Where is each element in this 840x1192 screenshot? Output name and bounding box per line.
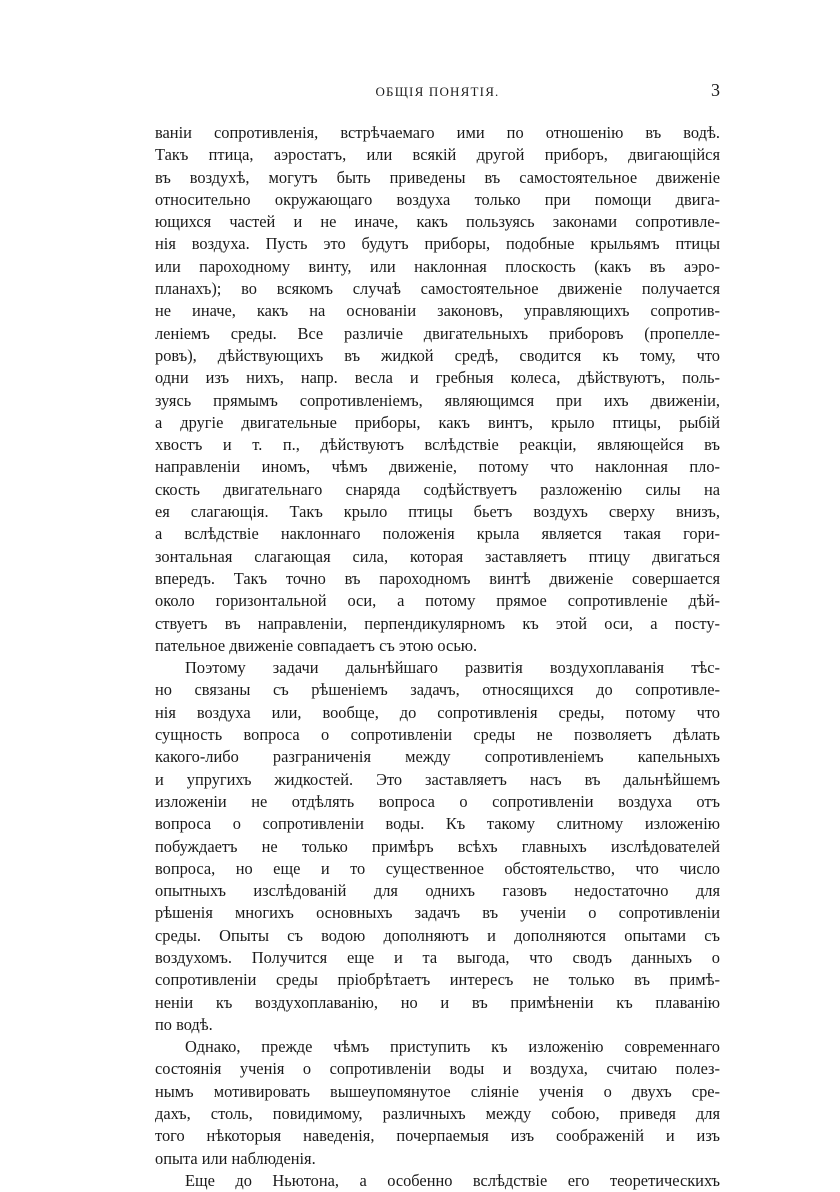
text-line: рѣшенія многихъ основныхъ задачъ въ ученіи о сопротивленіи xyxy=(155,903,720,923)
text-line: ея слагающія. Такъ крыло птицы бьетъ воздухъ сверху внизъ, xyxy=(155,502,720,522)
text-line: скость двигательнаго снаряда содѣйствуетъ разложенію силы на xyxy=(155,479,720,499)
text-line: одни изъ нихъ, напр. весла и гребныя колеса, дѣйствуютъ, поль- xyxy=(155,368,720,388)
text-line: Еще до Ньютона, а особенно вслѣдствіе его теоретическихъ xyxy=(185,1170,720,1190)
text-line: состоянія ученія о сопротивленіи воды и воздуха, считаю полез- xyxy=(155,1059,720,1079)
text-line: направленіи иномъ, чѣмъ движеніе, потому что наклонная пло- xyxy=(155,457,720,477)
text-line: ющихся частей и не иначе, какъ пользуясь законами сопротивле- xyxy=(155,212,720,232)
text-line: около горизонтальной оси, а потому прямое сопротивленіе дѣй- xyxy=(155,591,720,611)
text-line: Поэтому задачи дальнѣйшаго развитія воздухоплаванія тѣс- xyxy=(185,658,720,678)
text-line: зуясь прямымъ сопротивленіемъ, являющимся при ихъ движеніи, xyxy=(155,390,720,410)
text-line: какого-либо разграниченія между сопротивленіемъ капельныхъ xyxy=(155,747,720,767)
text-line: нія воздуха или, вообще, до сопротивленія среды, потому что xyxy=(155,702,720,722)
text-line: нымъ мотивировать вышеупомянутое сліяніе ученія о двухъ сре- xyxy=(155,1081,720,1101)
text-line: воздухомъ. Получится еще и та выгода, что сводъ данныхъ о xyxy=(155,947,720,967)
text-line: и упругихъ жидкостей. Это заставляетъ насъ въ дальнѣйшемъ xyxy=(155,769,720,789)
page-number: 3 xyxy=(711,80,720,100)
text-line: относительно окружающаго воздуха только при помощи двига- xyxy=(155,189,720,209)
text-line: того нѣкоторыя наведенія, почерпаемыя изъ соображеній и изъ xyxy=(155,1126,720,1146)
text-line: не иначе, какъ на основаніи законовъ, управляющихъ сопротив- xyxy=(155,301,720,321)
text-line: неніи къ воздухоплаванію, но и въ примѣненіи къ плаванію xyxy=(155,992,720,1012)
text-line: сопротивленіи среды пріобрѣтаетъ интересъ не только въ примѣ- xyxy=(155,970,720,990)
text-line: ствуетъ въ направленіи, перпендикулярномъ къ этой оси, а посту- xyxy=(155,613,720,633)
text-line: Однако, прежде чѣмъ приступить къ изложенію современнаго xyxy=(185,1037,720,1057)
text-line: нія воздуха. Пусть это будутъ приборы, подобные крыльямъ птицы xyxy=(155,234,720,254)
text-line: ваніи сопротивленія, встрѣчаемаго ими по отношенію въ водѣ. xyxy=(155,123,720,142)
page-header xyxy=(155,80,720,104)
text-line: опытныхъ изслѣдованій для однихъ газовъ недостаточно для xyxy=(155,881,720,901)
text-line: или пароходному винту, или наклонная плоскость (какъ въ аэро- xyxy=(155,256,720,276)
text-line: хвостъ и т. п., дѣйствуютъ вслѣдствіе реакціи, являющейся въ xyxy=(155,435,720,455)
text-line: вопроса, но еще и то существенное обстоятельство, что число xyxy=(155,858,720,878)
running-title: ОБЩІЯ ПОНЯТІЯ. xyxy=(375,84,500,99)
text-line: побуждаетъ не только примѣръ всѣхъ главныхъ изслѣдователей xyxy=(155,836,720,856)
text-line: зонтальная слагающая сила, которая заставляетъ птицу двигаться xyxy=(155,546,720,566)
text-line: опыта или наблюденія. xyxy=(155,1148,316,1168)
text-line: планахъ); во всякомъ случаѣ самостоятельное движеніе получается xyxy=(155,279,720,299)
text-line: ровъ), дѣйствующихъ въ жидкой средѣ, сводится къ тому, что xyxy=(155,345,720,365)
text-line: изложеніи не отдѣлять вопроса о сопротивленіи воздуха отъ xyxy=(155,791,720,811)
text-line: а другіе двигательные приборы, какъ винтъ, крыло птицы, рыбій xyxy=(155,412,720,432)
text-line: среды. Опыты съ водою дополняютъ и дополняются опытами съ xyxy=(155,925,720,945)
text-line: леніемъ среды. Все различіе двигательныхъ приборовъ (пропелле- xyxy=(155,323,720,343)
text-line: Такъ птица, аэростатъ, или всякій другой приборъ, двигающійся xyxy=(155,145,720,165)
text-line: сущность вопроса о сопротивленіи среды не позволяетъ дѣлать xyxy=(155,725,720,745)
text-line: но связаны съ рѣшеніемъ задачъ, относящихся до сопротивле- xyxy=(155,680,720,700)
text-line: по водѣ. xyxy=(155,1014,213,1034)
text-line: въ воздухѣ, могутъ быть приведены въ самостоятельное движеніе xyxy=(155,167,720,187)
text-line: дахъ, столь, повидимому, различныхъ между собою, приведя для xyxy=(155,1104,720,1124)
text-line: пательное движеніе совпадаетъ съ этою осью. xyxy=(155,635,478,655)
text-line: впередъ. Такъ точно въ пароходномъ винтѣ движеніе совершается xyxy=(155,568,720,588)
text-line: вопроса о сопротивленіи воды. Къ такому слитному изложенію xyxy=(155,814,720,834)
body-text xyxy=(155,122,720,1192)
text-line: а вслѣдствіе наклоннаго положенія крыла является такая гори- xyxy=(155,524,720,544)
